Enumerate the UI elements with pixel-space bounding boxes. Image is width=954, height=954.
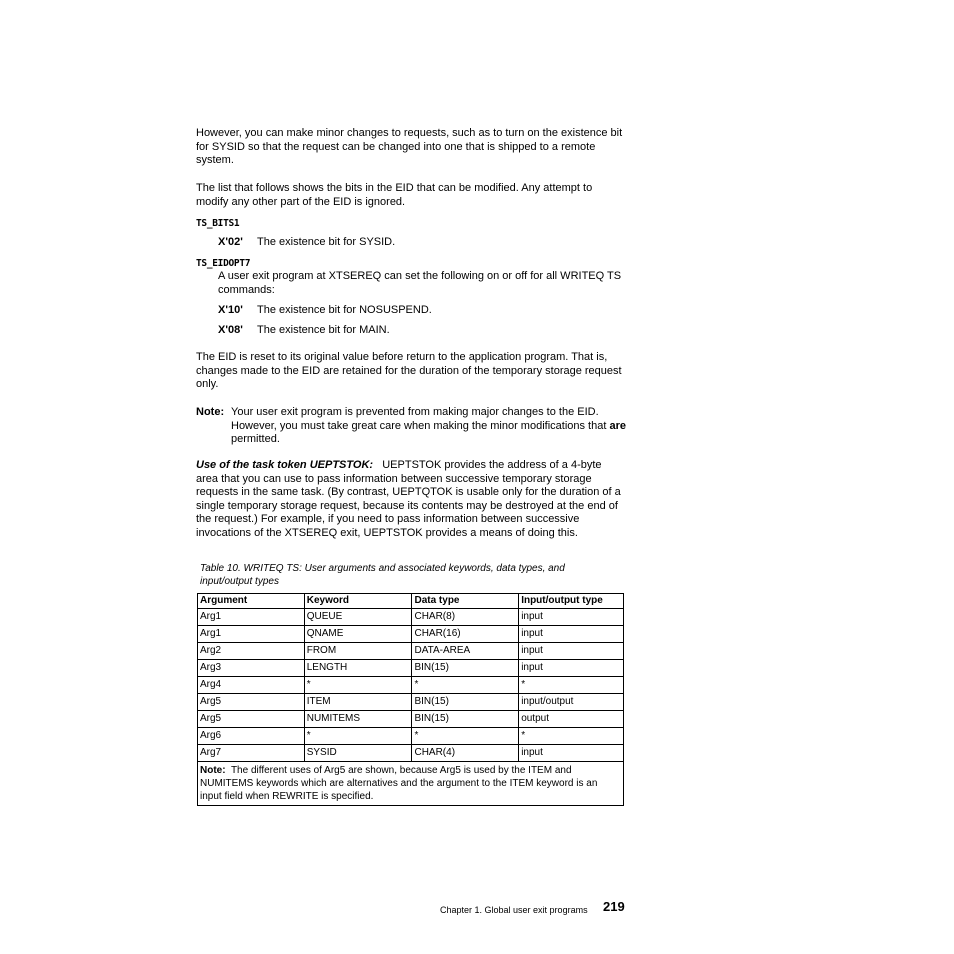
header-data-type: Data type	[412, 594, 519, 609]
table-row	[198, 626, 624, 643]
table-cell: ITEM	[304, 694, 412, 711]
header-io-type: Input/output type	[519, 594, 624, 609]
definition-term: X'02'	[218, 236, 243, 248]
table-cell: Arg5	[198, 711, 305, 728]
table-cell: input	[519, 626, 624, 643]
table-cell: *	[519, 677, 624, 694]
table-cell: Arg5	[198, 694, 305, 711]
table-cell: Arg1	[198, 626, 305, 643]
page-number: 219	[603, 899, 625, 914]
table-cell: Arg6	[198, 728, 305, 745]
table-cell: BIN(15)	[412, 694, 519, 711]
table-cell: input	[519, 660, 624, 677]
table-cell: Arg1	[198, 609, 305, 626]
table-note-text: The different uses of Arg5 are shown, because Arg5 is used by the ITEM and NUMITEMS keywords which are alternatives and the argument to the ITEM keyword is an input field when REWRITE is specified.	[200, 765, 598, 802]
table-cell: Arg2	[198, 643, 305, 660]
table-cell: *	[412, 728, 519, 745]
table-note-label: Note:	[200, 765, 226, 776]
definition-desc: The existence bit for NOSUSPEND.	[257, 304, 432, 316]
footer-chapter: Chapter 1. Global user exit programs	[440, 905, 588, 915]
table-cell: *	[412, 677, 519, 694]
table-cell: input	[519, 745, 624, 762]
table-cell: input/output	[519, 694, 624, 711]
definition-desc: The existence bit for MAIN.	[257, 324, 390, 336]
table-cell: QUEUE	[304, 609, 412, 626]
heading-ts-bits1: TS_BITS1	[196, 218, 240, 229]
table-row	[198, 745, 624, 762]
paragraph-eidopt7-intro: A user exit program at XTSEREQ can set the following on or off for all WRITEQ TS commands:	[218, 270, 622, 296]
table-cell: LENGTH	[304, 660, 412, 677]
note-label: Note:	[196, 406, 225, 418]
table-cell: Arg7	[198, 745, 305, 762]
table-row	[198, 728, 624, 745]
definition-term: X'10'	[218, 304, 243, 316]
paragraph-bits-list: The list that follows shows the bits in the EID that can be modified. Any attempt to modify any other part of the EID is ignored.	[196, 182, 593, 208]
table-cell: input	[519, 643, 624, 660]
table-note-cell	[198, 762, 624, 806]
paragraph-ueptstok	[196, 459, 626, 541]
definition-term: X'08'	[218, 324, 243, 336]
table-row	[198, 660, 624, 677]
heading-ts-eidopt7: TS_EIDOPT7	[196, 258, 251, 269]
table-row	[198, 643, 624, 660]
table-row	[198, 609, 624, 626]
table-cell: *	[304, 728, 412, 745]
table-cell: CHAR(16)	[412, 626, 519, 643]
table-cell: BIN(15)	[412, 660, 519, 677]
table-caption: Table 10. WRITEQ TS: User arguments and associated keywords, data types, and input/output types	[200, 563, 565, 587]
ueptstok-text: UEPTSTOK provides the address of a 4-byte area that you can use to pass information between successive temporary storage requests in the same task. (By contrast, UEPTQTOK is usable only for the duration of a single temporary storage request, because its contents may be destroyed at the end of the request.) For example, if you need to pass information between successive invocations of the XTSEREQ exit, UEPTSTOK provides a means of doing this.	[196, 459, 621, 539]
table-cell: output	[519, 711, 624, 728]
note-emphasis: are	[609, 419, 626, 432]
table-cell: SYSID	[304, 745, 412, 762]
paragraph-intro: However, you can make minor changes to requests, such as to turn on the existence bit for SYSID so that the request can be changed into one that is shipped to a remote system.	[196, 127, 623, 167]
table-cell: *	[304, 677, 412, 694]
paragraph-eid-reset: The EID is reset to its original value before return to the application program. That is, changes made to the EID are retained for the duration of the temporary storage request only.	[196, 351, 622, 391]
ueptstok-lead: Use of the task token UEPTSTOK:	[196, 459, 374, 471]
table-row	[198, 677, 624, 694]
note-text-after: permitted.	[231, 433, 280, 446]
definition-desc: The existence bit for SYSID.	[257, 236, 396, 248]
table-cell: FROM	[304, 643, 412, 660]
table-cell: CHAR(8)	[412, 609, 519, 626]
table-cell: *	[519, 728, 624, 745]
arguments-table	[197, 593, 624, 806]
table-cell: BIN(15)	[412, 711, 519, 728]
table-row	[198, 694, 624, 711]
table-cell: Arg3	[198, 660, 305, 677]
header-argument: Argument	[198, 594, 305, 609]
table-cell: input	[519, 609, 624, 626]
table-cell: DATA-AREA	[412, 643, 519, 660]
table-header-row	[198, 594, 624, 609]
header-keyword: Keyword	[304, 594, 412, 609]
table-cell: QNAME	[304, 626, 412, 643]
table-cell: NUMITEMS	[304, 711, 412, 728]
table-note-row	[198, 762, 624, 806]
table-cell: CHAR(4)	[412, 745, 519, 762]
table-row	[198, 711, 624, 728]
note-text-before: Your user exit program is prevented from making major changes to the EID. However, you must take great care when making the minor modifications that	[231, 406, 607, 432]
table-cell: Arg4	[198, 677, 305, 694]
note-text	[231, 406, 626, 447]
